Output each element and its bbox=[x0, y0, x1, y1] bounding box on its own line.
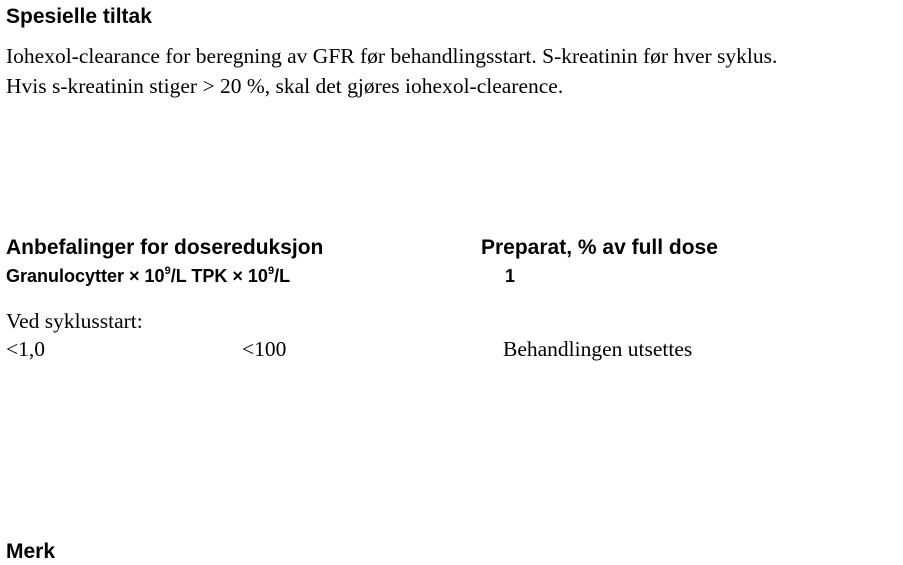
table-title: Anbefalinger for dosereduksjon bbox=[6, 236, 324, 259]
column-header-tpk bbox=[191, 266, 290, 286]
header-text: Granulocytter × 10 bbox=[6, 266, 165, 286]
header-text: TPK × 10 bbox=[191, 266, 268, 286]
column-header-granulocytes bbox=[6, 267, 290, 285]
cell-action: Behandlingen utsettes bbox=[503, 337, 693, 361]
group-label: Ved syklusstart: bbox=[6, 309, 143, 333]
header-exponent: 9 bbox=[267, 265, 275, 277]
cell-tpk: <100 bbox=[242, 337, 287, 361]
section-title: Spesielle tiltak bbox=[6, 5, 152, 28]
header-text: /L bbox=[170, 266, 187, 286]
section-title-merk: Merk bbox=[6, 540, 56, 563]
cell-granulocytes: <1,0 bbox=[6, 337, 46, 361]
column-title-preparat: Preparat, % av full dose bbox=[481, 236, 718, 259]
paragraph-line: Hvis s-kreatinin stiger > 20 %, skal det gjøres iohexol-clearence. bbox=[6, 74, 564, 98]
header-text: /L bbox=[274, 266, 291, 286]
paragraph-line: Iohexol-clearance for beregning av GFR før behandlingsstart. S-kreatinin før hver syklus. bbox=[6, 44, 778, 68]
header-exponent: 9 bbox=[164, 265, 171, 277]
column-header-preparat: 1 bbox=[505, 266, 516, 286]
